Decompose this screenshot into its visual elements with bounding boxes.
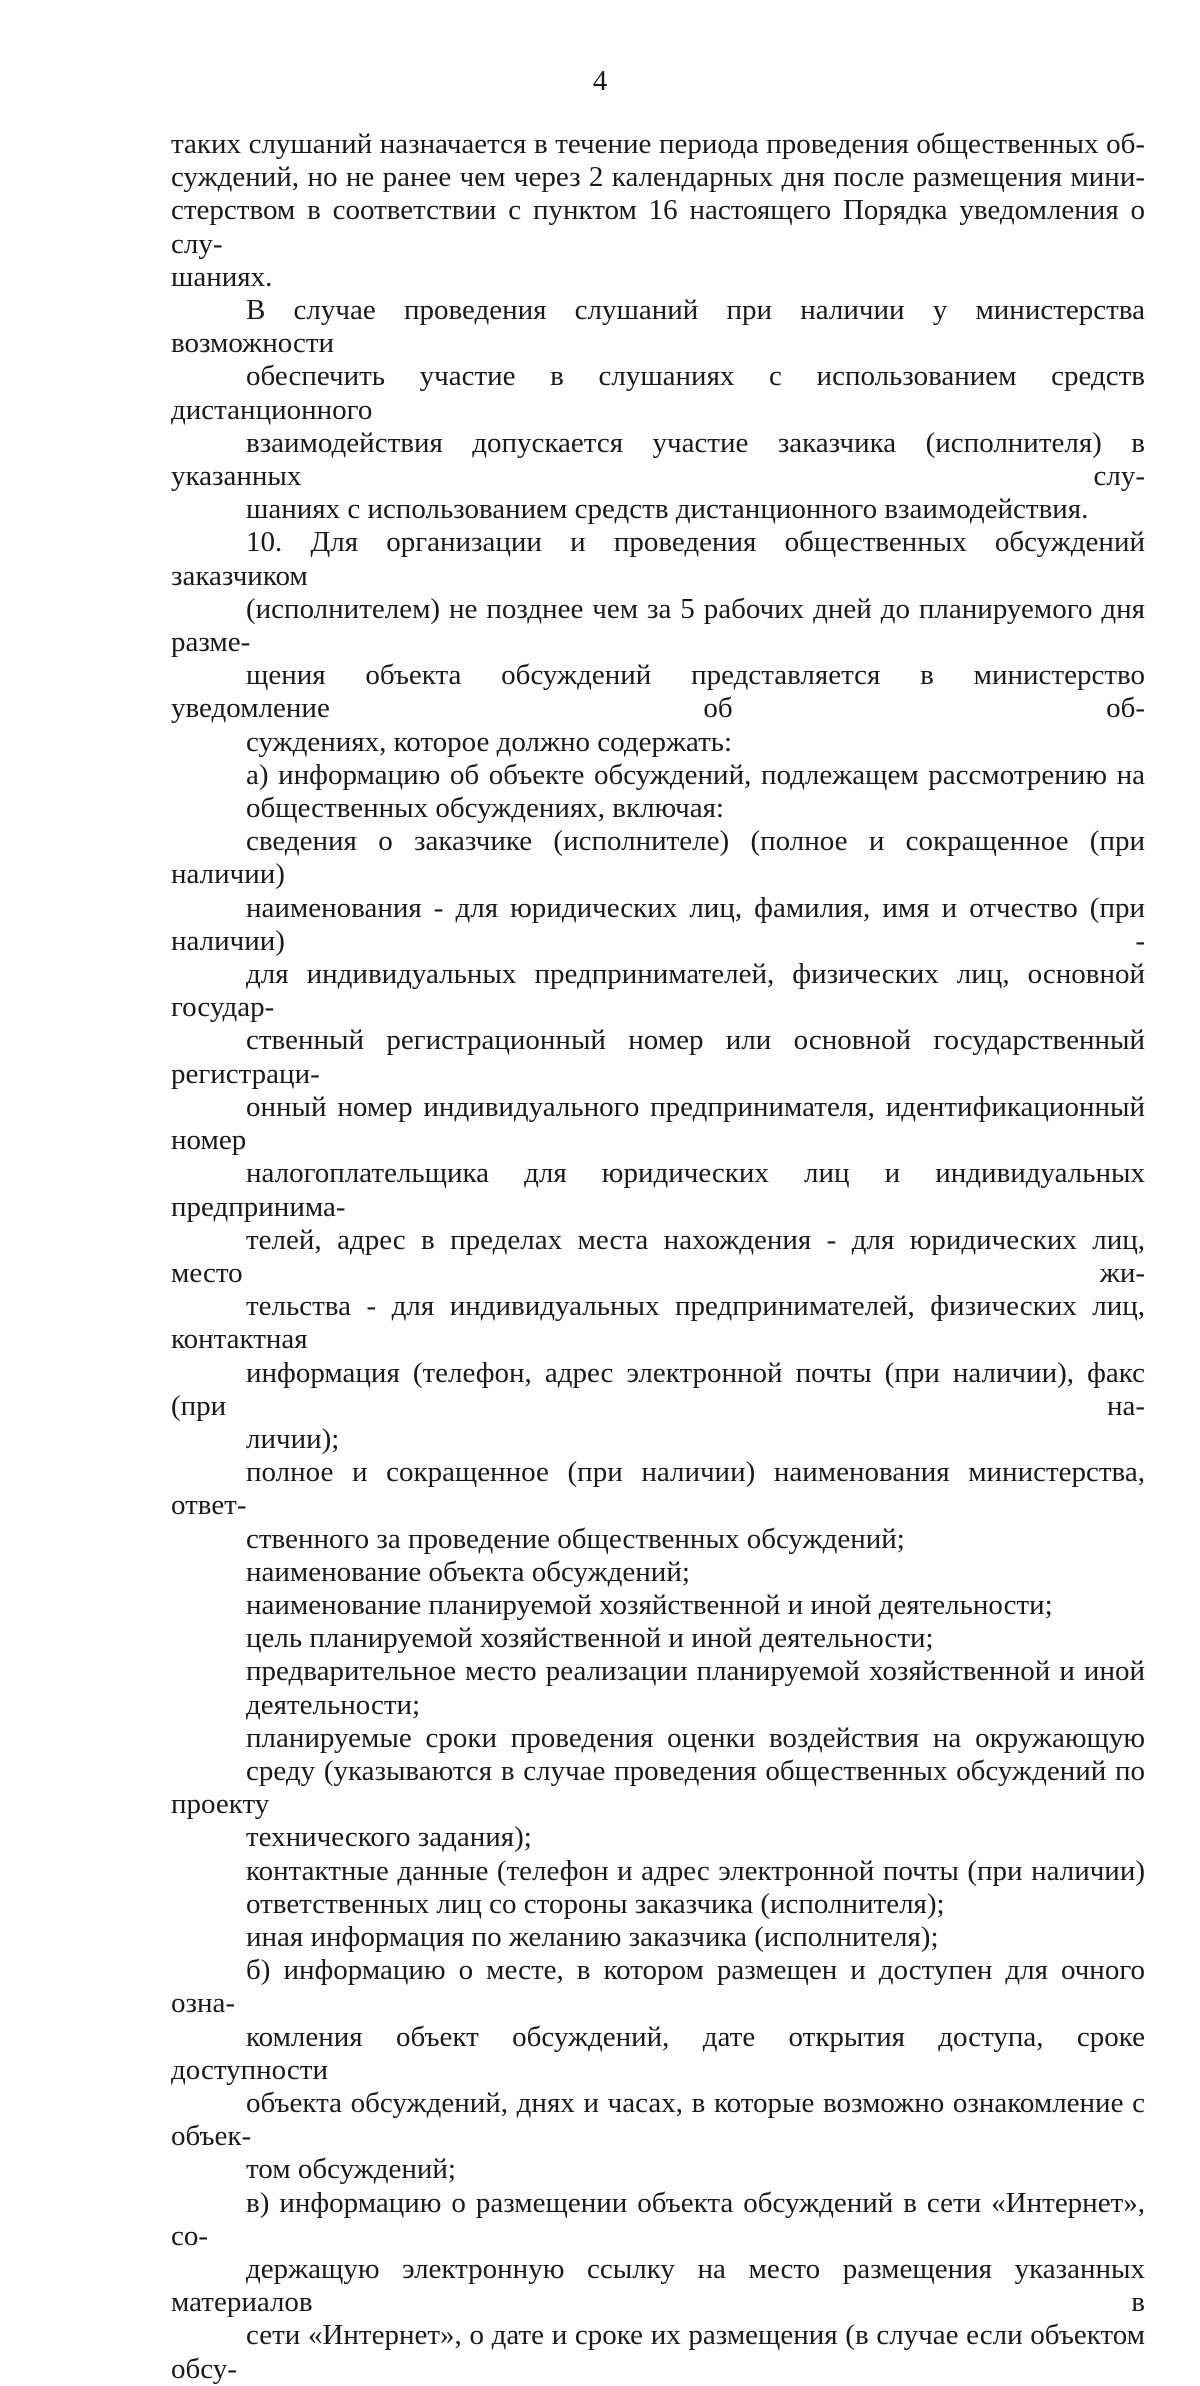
paragraph: [171, 1855, 1145, 1921]
text-line: щения объекта обсуждений представляется в министерство уведомление об об-: [171, 659, 1145, 725]
text-line: таких слушаний назначается в течение периода проведения общественных об-: [171, 128, 1145, 160]
text-line: общественных обсуждениях, включая:: [246, 792, 724, 825]
paragraph: [171, 1622, 1145, 1655]
text-line: комления объект обсуждений, дате открытия доступа, сроке доступности: [171, 2020, 1145, 2086]
text-line: наименования - для юридических лиц, фамилия, имя и отчество (при наличии) -: [171, 891, 1145, 957]
text-line: стерством в соответствии с пунктом 16 настоящего Порядка уведомления о слу-: [171, 194, 1145, 260]
text-line: ответственных лиц со стороны заказчика (исполнителя);: [246, 1887, 945, 1920]
text-line: наименование планируемой хозяйственной и иной деятельности;: [246, 1588, 1053, 1621]
text-line: объекта обсуждений, днях и часах, в которые возможно ознакомление с объек-: [171, 2086, 1145, 2153]
text-line: ственного за проведение общественных обсуждений;: [246, 1522, 905, 1555]
text-line: суждений, но не ранее чем через 2 календарных дня после размещения мини-: [171, 161, 1145, 194]
text-line: в) информацию о размещении объекта обсуждений в сети «Интернет», со-: [171, 2186, 1145, 2252]
text-line: предварительное место реализации планируемой хозяйственной и иной: [246, 1655, 1145, 1688]
paragraph: [171, 1954, 1145, 2186]
text-line: ственный регистрационный номер или основной государственный регистраци-: [171, 1024, 1145, 1090]
paragraph: [171, 294, 1145, 526]
paragraph: [171, 825, 1145, 1456]
text-line: цель планируемой хозяйственной и иной деятельности;: [246, 1622, 934, 1655]
text-line: личии);: [246, 1422, 340, 1455]
paragraph: [171, 1655, 1145, 1721]
text-line: телей, адрес в пределах места нахождения - для юридических лиц, место жи-: [171, 1223, 1145, 1289]
text-line: налогоплательщика для юридических лиц и индивидуальных предпринима-: [171, 1157, 1145, 1223]
text-line: 10. Для организации и проведения общественных обсуждений заказчиком: [171, 526, 1145, 592]
page-number: 4: [592, 65, 608, 97]
text-line: обеспечить участие в слушаниях с использованием средств дистанционного: [171, 360, 1145, 426]
paragraph: [171, 759, 1145, 825]
text-line: б) информацию о месте, в котором размещен и доступен для очного озна-: [171, 1954, 1145, 2020]
text-line: а) информацию об объекте обсуждений, подлежащем рассмотрению на: [246, 758, 1145, 791]
paragraph: [171, 1921, 1145, 1954]
paragraph: [171, 2187, 1145, 2386]
text-line: для индивидуальных предпринимателей, физических лиц, основной государ-: [171, 958, 1145, 1024]
text-line: взаимодействия допускается участие заказчика (исполнителя) в указанных слу-: [171, 426, 1145, 493]
paragraph: [171, 1722, 1145, 1855]
text-line: контактные данные (телефон и адрес электронной почты (при наличии): [246, 1854, 1145, 1887]
text-line: тельства - для индивидуальных предпринимателей, физических лиц, контактная: [171, 1290, 1145, 1356]
paragraph: [171, 1456, 1145, 1556]
document-body: [171, 128, 1145, 2386]
paragraph: [171, 1589, 1145, 1622]
text-line: информация (телефон, адрес электронной почты (при наличии), факс (при на-: [171, 1356, 1145, 1422]
text-line: онный номер индивидуального предпринимателя, идентификационный номер: [171, 1090, 1145, 1157]
paragraph: [171, 1556, 1145, 1589]
text-line: технического задания);: [246, 1821, 532, 1854]
text-line: планируемые сроки проведения оценки воздействия на окружающую: [246, 1721, 1145, 1754]
text-line: иная информация по желанию заказчика (исполнителя);: [246, 1920, 939, 1953]
paragraph: [171, 526, 1145, 758]
text-line: шаниях.: [171, 260, 273, 293]
paragraph: [171, 128, 1145, 294]
text-line: деятельности;: [246, 1688, 421, 1721]
text-line: сети «Интернет», о дате и сроке их размещения (в случае если объектом обсу-: [171, 2319, 1145, 2385]
text-line: наименование объекта обсуждений;: [246, 1555, 690, 1588]
text-line: суждениях, которое должно содержать:: [246, 725, 733, 758]
text-line: среду (указываются в случае проведения общественных обсуждений по проекту: [171, 1754, 1145, 1821]
text-line: держащую электронную ссылку на место размещения указанных материалов в: [171, 2253, 1145, 2319]
text-line: сведения о заказчике (исполнителе) (полное и сокращенное (при наличии): [171, 825, 1145, 891]
text-line: В случае проведения слушаний при наличии у министерства возможности: [171, 294, 1145, 360]
text-line: (исполнителем) не позднее чем за 5 рабочих дней до планируемого дня разме-: [171, 592, 1145, 659]
text-line: полное и сокращенное (при наличии) наименования министерства, ответ-: [171, 1456, 1145, 1522]
text-line: том обсуждений;: [246, 2153, 456, 2186]
text-line: шаниях с использованием средств дистанционного взаимодействия.: [246, 493, 1089, 526]
